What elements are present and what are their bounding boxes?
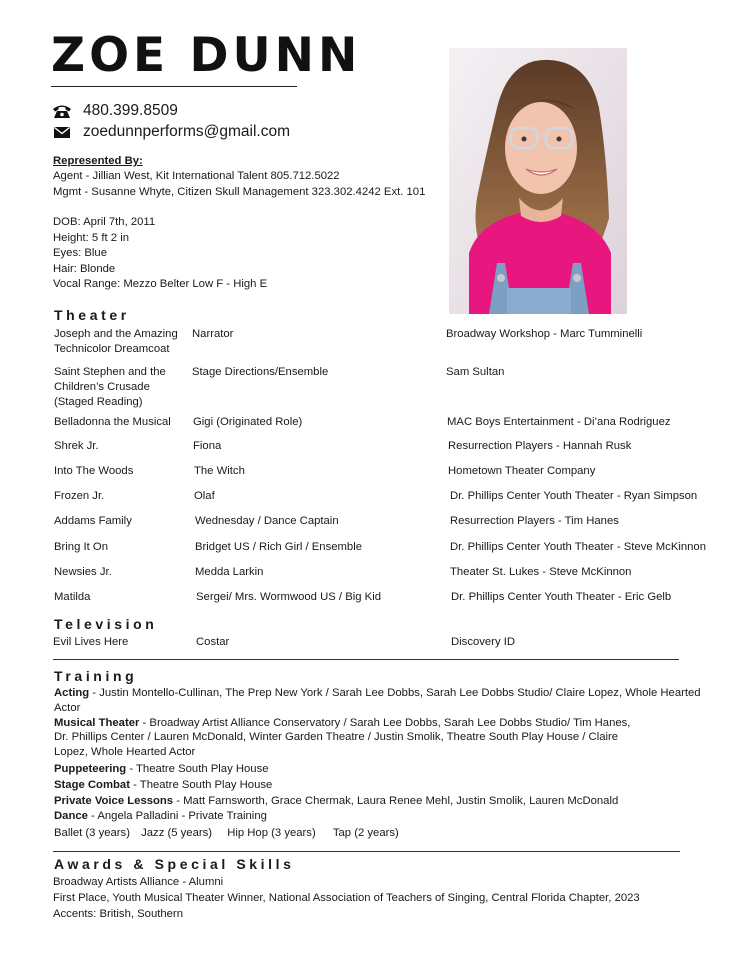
eyes: Eyes: Blue — [53, 247, 108, 259]
dance-style: Jazz (5 years) — [141, 827, 213, 840]
credit-show: Evil Lives Here — [53, 636, 129, 648]
contact-email-row — [51, 123, 290, 141]
award-line: Broadway Artists Alliance - Alumni — [53, 876, 224, 888]
training-musical-theater: Musical Theater - Broadway Artist Alliance Conservatory / Sarah Lee Dobbs, Sarah Lee Dobbs Studio/ Tim Hanes, — [54, 716, 631, 729]
credit-company: Dr. Phillips Center Youth Theater - Steve McKinnon — [450, 541, 706, 553]
credit-role: Stage Directions/Ensemble — [192, 366, 329, 378]
training-puppeteering: Puppeteering - Theatre South Play House — [54, 762, 269, 775]
phone-number[interactable]: 480.399.8509 — [83, 102, 178, 119]
theater-section-title: Theater — [54, 307, 130, 323]
represented-by-label: Represented By: — [53, 155, 143, 167]
credit-company: Broadway Workshop - Marc Tumminelli — [446, 328, 643, 340]
credit-role: Medda Larkin — [195, 566, 264, 578]
credit-show: Into The Woods — [54, 465, 134, 477]
credit-company: Dr. Phillips Center Youth Theater - Eric Gelb — [451, 591, 672, 603]
height: Height: 5 ft 2 in — [53, 232, 129, 244]
award-line: Accents: British, Southern — [53, 908, 183, 920]
credit-show: Bring It On — [54, 541, 108, 553]
credit-show: Belladonna the Musical — [54, 416, 171, 428]
mgmt-line: Mgmt - Susanne Whyte, Citizen Skull Management 323.302.4242 Ext. 101 — [53, 186, 426, 198]
dance-style: Tap (2 years) — [332, 827, 399, 840]
credit-role: Fiona — [193, 440, 222, 452]
section-divider — [53, 659, 679, 660]
hair: Hair: Blonde — [53, 263, 116, 275]
headshot-photo — [449, 48, 627, 314]
email-address[interactable]: zoedunnperforms@gmail.com — [83, 123, 290, 140]
training-musical-theater-cont: Lopez, Whole Hearted Actor — [54, 746, 196, 759]
section-divider — [53, 851, 680, 852]
credit-company: Discovery ID — [451, 636, 516, 648]
credit-company: Theater St. Lukes - Steve McKinnon — [450, 566, 632, 578]
credit-show: Saint Stephen and the Children’s Crusade (Staged Reading) — [54, 366, 166, 408]
phone-icon — [51, 103, 73, 119]
credit-show: Frozen Jr. — [54, 490, 105, 502]
dance-styles — [54, 826, 694, 841]
dob: DOB: April 7th, 2011 — [53, 216, 156, 228]
training-acting: Acting - Justin Montello-Cullinan, The Prep New York / Sarah Lee Dobbs, Sarah Lee Dobbs Studio/ Claire Lopez, Whole Hearted — [54, 687, 701, 699]
mail-icon — [51, 124, 73, 140]
dance-style: Ballet (3 years) — [54, 827, 130, 840]
credit-company: Resurrection Players - Hannah Rusk — [448, 440, 632, 452]
credit-show: Addams Family — [54, 515, 132, 527]
credit-role: Gigi (Originated Role) — [193, 416, 303, 428]
television-section-title: Television — [54, 616, 158, 632]
agent-line: Agent - Jillian West, Kit International Talent 805.712.5022 — [53, 170, 340, 182]
credit-show: Shrek Jr. — [54, 440, 99, 452]
contact-phone-row — [51, 102, 178, 120]
credit-role: Bridget US / Rich Girl / Ensemble — [195, 541, 362, 553]
credit-company: MAC Boys Entertainment - Di’ana Rodriguez — [447, 416, 671, 428]
award-line: First Place, Youth Musical Theater Winner, National Association of Teachers of Singing, Central Florida Chapter, 2023 — [53, 892, 640, 904]
awards-section-title: Awards & Special Skills — [54, 856, 295, 872]
vocal-range: Vocal Range: Mezzo Belter Low F - High E — [53, 278, 268, 290]
credit-role: Wednesday / Dance Captain — [195, 515, 339, 527]
credit-role: Olaf — [194, 490, 215, 502]
resume-name: ZOE DUNN — [51, 28, 362, 83]
training-musical-theater-cont: Dr. Phillips Center / Lauren McDonald, Winter Garden Theatre / Justin Smolik, Theatre South Play House / Claire — [54, 731, 619, 744]
credit-role: The Witch — [194, 465, 245, 477]
training-block — [54, 686, 701, 841]
credit-company: Sam Sultan — [446, 366, 505, 378]
training-section-title: Training — [54, 668, 138, 684]
training-voice: Private Voice Lessons - Matt Farnsworth, Grace Chermak, Laura Renee Mehl, Justin Smolik, Lauren McDonald — [54, 794, 619, 807]
credit-role: Costar — [196, 636, 230, 648]
name-underline — [51, 86, 297, 87]
credit-role: Narrator — [192, 328, 234, 340]
training-acting-cont: Actor — [54, 701, 81, 714]
credit-company: Dr. Phillips Center Youth Theater - Ryan Simpson — [450, 490, 698, 502]
credit-show: Matilda — [54, 591, 91, 603]
credit-show: Newsies Jr. — [54, 566, 112, 578]
training-stage-combat: Stage Combat - Theatre South Play House — [54, 778, 273, 791]
credit-company: Resurrection Players - Tim Hanes — [450, 515, 619, 527]
dance-style: Hip Hop (3 years) — [227, 827, 316, 840]
training-dance: Dance - Angela Palladini - Private Training — [54, 810, 267, 823]
credit-show: Joseph and the Amazing Technicolor Dreamcoat — [54, 328, 178, 355]
credit-company: Hometown Theater Company — [448, 465, 596, 477]
credit-role: Sergei/ Mrs. Wormwood US / Big Kid — [196, 591, 381, 603]
